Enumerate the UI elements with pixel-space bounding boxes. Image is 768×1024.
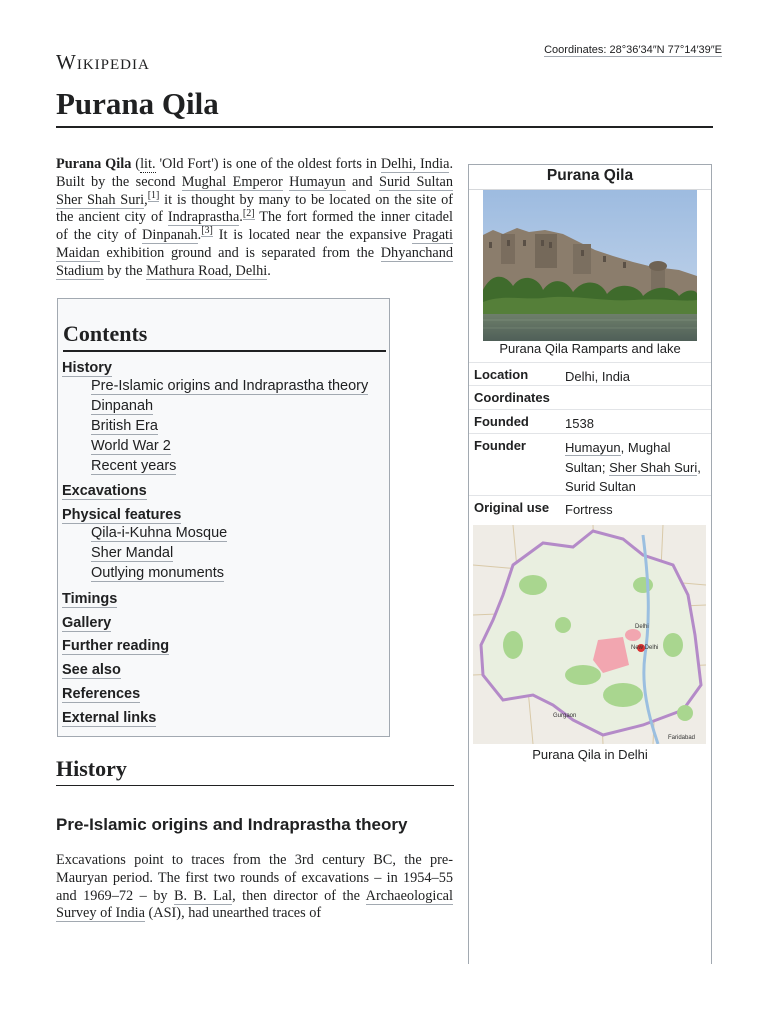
link-archaeological-survey-of-india[interactable]: Archaeological Survey of India (56, 887, 453, 922)
link-pragati-maidan[interactable]: Pragati Maidan (56, 227, 453, 261)
toc-item-qila-i-kuhna-mosque[interactable]: Qila-i-Kuhna Mosque (91, 525, 228, 541)
link-indraprastha[interactable]: Indraprastha (167, 209, 240, 226)
toc-item-pre-islamic-origins[interactable]: Pre-Islamic origins and Indraprastha theory (91, 378, 369, 394)
link-delhi-india[interactable]: Delhi, India (380, 156, 450, 172)
link-mughal-emperor[interactable]: Mughal Emperor (181, 173, 283, 190)
infobox-title: Purana Qila (469, 165, 711, 190)
article-name: Purana Qila (56, 156, 132, 172)
infobox-row-original-use (469, 495, 711, 520)
link-b-b-lal[interactable]: B. B. Lal (173, 887, 233, 904)
page-title: Purana Qila (56, 86, 219, 121)
toc-item-external-links[interactable]: External links (62, 710, 157, 726)
text: by the (103, 262, 147, 279)
delhi-map-image (473, 525, 706, 744)
text: , Surid Sultan (565, 459, 701, 494)
text: and (345, 173, 380, 190)
wikipedia-wordmark[interactable]: Wikipedia (56, 50, 150, 74)
toc-item-outlying-monuments[interactable]: Outlying monuments (91, 565, 224, 581)
text: . (267, 262, 271, 279)
founded-value: 1538 (565, 416, 594, 431)
toc-item-see-also[interactable]: See also (62, 662, 121, 678)
toc-item-world-war-2[interactable]: World War 2 (91, 438, 171, 454)
reference-1[interactable]: [1] (147, 189, 160, 201)
text: The fort formed the inner citadel of the city of (56, 209, 453, 244)
founder-value (565, 438, 705, 497)
map-label-gurgaon: Gurgaon (553, 713, 577, 719)
text: , then director of the (232, 887, 366, 904)
reference-2[interactable]: [2] (242, 207, 255, 219)
link-humayun[interactable]: Humayun (289, 173, 346, 190)
location-value: Delhi, India (565, 369, 631, 384)
toc-divider (63, 350, 386, 352)
map-label-faridabad: Faridabad (668, 735, 696, 741)
infobox (468, 164, 712, 964)
photo-caption: Purana Qila Ramparts and lake (499, 341, 681, 356)
original-use-label: Original use (474, 500, 550, 515)
map-caption: Purana Qila in Delhi (532, 747, 648, 762)
toc-title: Contents (63, 321, 148, 346)
text: it is thought by many to be located on the site of the ancient city of (56, 191, 453, 226)
toc-item-dinpanah[interactable]: Dinpanah (91, 398, 154, 414)
map-label-new-delhi: New Delhi (631, 645, 659, 651)
infobox-row-founder (469, 433, 711, 496)
toc-item-sher-mandal[interactable]: Sher Mandal (91, 545, 174, 561)
location-label: Location (474, 367, 529, 382)
text: , Mughal Sultan; (565, 440, 671, 475)
coordinates-label: Coordinates (474, 390, 550, 405)
toc-item-excavations[interactable]: Excavations (62, 483, 147, 499)
section-heading-history: History (56, 756, 127, 781)
infobox-row-coordinates (469, 385, 711, 410)
map-label-delhi: Delhi (635, 624, 649, 630)
toc-item-history[interactable]: History (62, 360, 112, 376)
original-use-value: Fortress (565, 502, 613, 517)
text: Excavations point to traces from the 3rd century BC, the pre-Mauryan period. The first two rounds of excavations – in 1954–55 and 1969–72 – by (56, 852, 453, 904)
infobox-row-location (469, 362, 711, 386)
toc-item-gallery[interactable]: Gallery (62, 615, 112, 631)
lit-abbreviation[interactable]: lit. (140, 156, 156, 172)
subsection-heading-pre-islamic: Pre-Islamic origins and Indraprastha theory (56, 815, 408, 834)
section-divider (56, 785, 454, 786)
text: , (144, 191, 148, 208)
text: . (197, 227, 202, 244)
text: . (239, 209, 243, 226)
founder-label: Founder (474, 438, 526, 453)
coordinates-link[interactable]: Coordinates: 28°36′34″N 77°14′39″E (544, 44, 722, 56)
link-founder-humayun[interactable]: Humayun (565, 440, 621, 455)
lead-paragraph (56, 156, 453, 281)
history-paragraph (56, 852, 453, 923)
founded-label: Founded (474, 414, 529, 429)
text: It is located near the expansive (212, 227, 413, 244)
toc-item-timings[interactable]: Timings (62, 591, 118, 607)
link-sher-shah-suri[interactable]: Surid Sultan Sher Shah Suri (56, 173, 453, 208)
text: ( (131, 156, 141, 172)
link-dinpanah[interactable]: Dinpanah (142, 227, 198, 244)
text: exhibition ground and is separated from the (99, 244, 381, 261)
infobox-row-founded (469, 409, 711, 434)
text: . Built by the second (56, 156, 454, 190)
location-map[interactable] (473, 525, 706, 744)
reference-3[interactable]: [3] (201, 225, 213, 237)
link-dhyanchand-stadium[interactable]: Dhyanchand Stadium (56, 244, 453, 279)
fort-photo-image (483, 190, 697, 341)
link-founder-sher-shah-suri[interactable]: Sher Shah Suri (609, 459, 698, 475)
toc-item-recent-years[interactable]: Recent years (91, 458, 177, 474)
text: 'Old Fort') is one of the oldest forts in (155, 156, 381, 172)
title-divider (56, 126, 713, 128)
toc-item-british-era[interactable]: British Era (91, 418, 158, 434)
table-of-contents (57, 298, 390, 737)
toc-item-further-reading[interactable]: Further reading (62, 638, 170, 654)
toc-item-physical-features[interactable]: Physical features (62, 507, 182, 523)
link-mathura-road[interactable]: Mathura Road, Delhi (146, 262, 268, 279)
text: (ASI), had unearthed traces of (144, 905, 322, 922)
toc-item-references[interactable]: References (62, 686, 141, 702)
fort-photo[interactable] (483, 190, 697, 341)
